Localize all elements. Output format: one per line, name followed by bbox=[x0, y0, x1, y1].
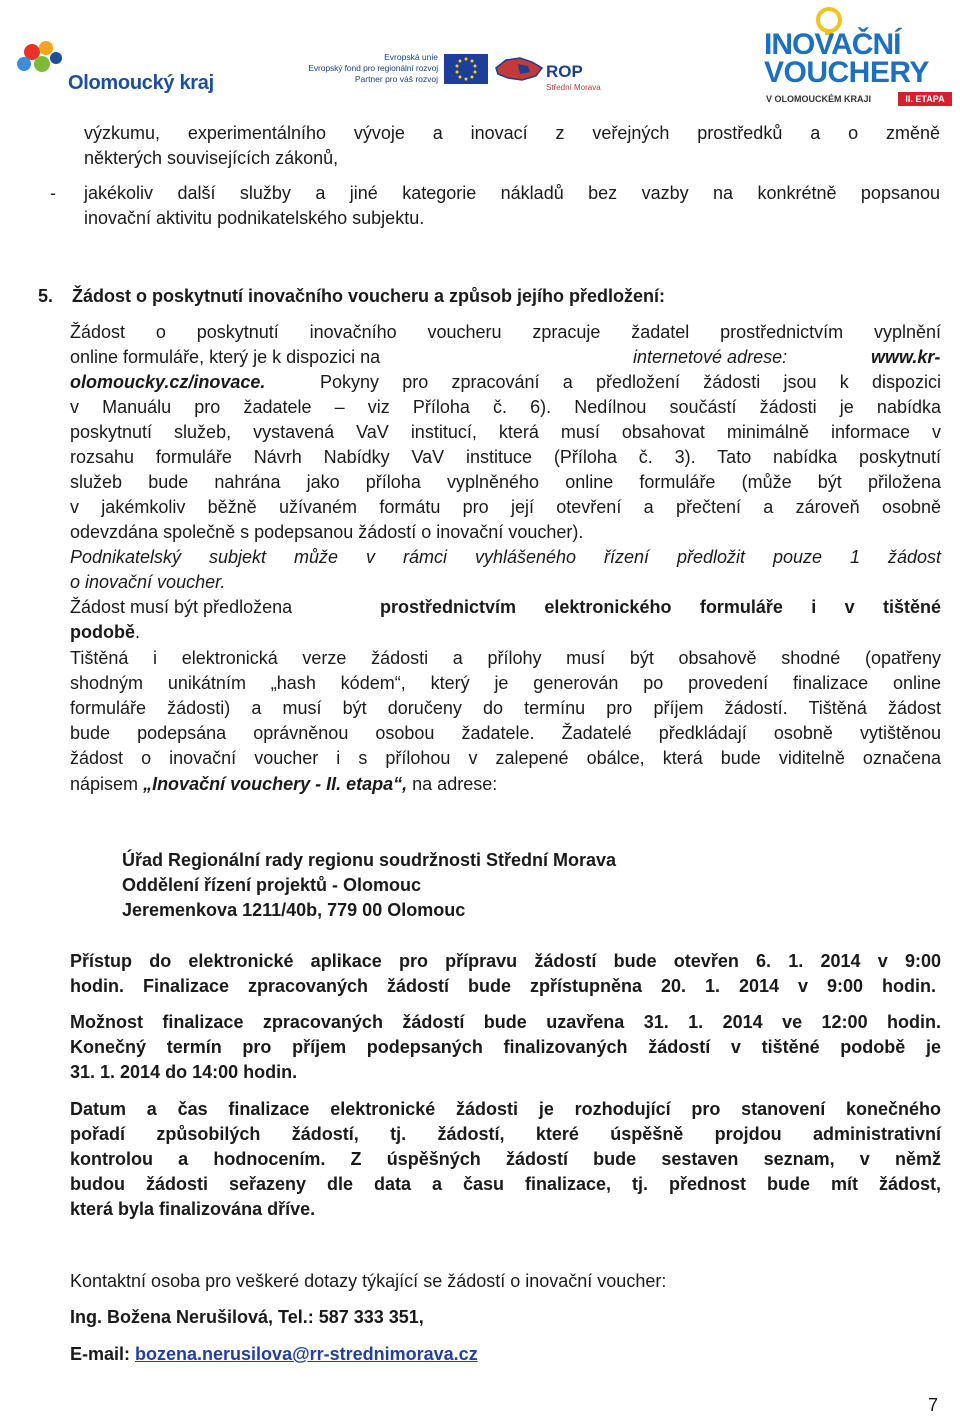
s5-p3-a: Žádost musí být předložena bbox=[70, 597, 293, 617]
logo-line-3: V OLOMOUCKÉM KRAJI bbox=[766, 94, 872, 104]
s5-p1-rest-4: služeb bude nahrána jako příloha vyplněného online formuláře (může být přiložena bbox=[70, 472, 941, 492]
deadline-a-line-1: Přístup do elektronické aplikace pro přípravu žádostí bude otevřen 6. 1. 2014 v 9:00 bbox=[70, 951, 941, 971]
s5-p3-c bbox=[70, 620, 140, 645]
s5-p1-line-1: Žádost o poskytnutí inovačního voucheru zpracuje žadatel prostřednictvím vyplnění bbox=[70, 322, 941, 342]
s5-p4-last-a: nápisem bbox=[70, 774, 139, 794]
s5-p1-rest-2: poskytnutí služeb, vystavená VaV institucí, která musí obsahovat minimálně informace v bbox=[70, 422, 941, 442]
ranking-line-4: budou žádosti seřazeny dle data a času finalizace, tj. přednost bude mít žádost, bbox=[70, 1174, 941, 1194]
s5-p4-line-5: žádost o inovační voucher i s přílohou v zalepené obálce, která bude viditelně označena bbox=[70, 748, 941, 768]
email-link[interactable]: bozena.nerusilova@rr-strednimorava.cz bbox=[135, 1344, 478, 1364]
rop-sub: Střední Morava bbox=[546, 83, 601, 92]
s5-p2-line-2: o inovační voucher. bbox=[70, 572, 226, 592]
s5-p4-line-2: shodným unikátním „hash kódem“, který je generován po provedení finalizace online bbox=[70, 673, 941, 693]
section-number: 5. bbox=[38, 286, 54, 306]
web-url-part-1: www.kr- bbox=[871, 347, 941, 367]
s5-p1-rest-1: v Manuálu pro žadatele – viz Příloha č. 6). Nedílnou součástí žádosti je nabídka bbox=[70, 397, 941, 417]
etapa-badge: II. ETAPA bbox=[898, 92, 952, 106]
bullet-dash: - bbox=[50, 183, 56, 203]
logo-line-1: INOVAČNÍ bbox=[764, 28, 901, 61]
s5-p3-b: prostřednictvím elektronického formuláře i v tištěné bbox=[380, 597, 941, 617]
s5-p3-d: . bbox=[135, 622, 141, 642]
eu-line-3: Partner pro váš rozvoj bbox=[354, 74, 438, 84]
section-heading: Žádost o poskytnutí inovačního voucheru a způsob jejího předložení: bbox=[72, 286, 666, 306]
intro-line-3: jakékoliv další služby a jiné kategorie nákladů bez vazby na konkrétně popsanou bbox=[84, 183, 940, 203]
web-url-part-2: olomoucky.cz/inovace. bbox=[70, 372, 266, 392]
inovacni-vouchery-logo bbox=[756, 6, 956, 110]
s5-p2-line-1: Podnikatelský subjekt může v rámci vyhlášeného řízení předložit pouze 1 žádost bbox=[70, 547, 941, 567]
deadline-a-line-2: hodin. Finalizace zpracovaných žádostí bude zpřístupněna 20. 1. 2014 v 9:00 hodin. bbox=[70, 976, 936, 996]
s5-p4-line-3: formuláře žádosti) a musí být doručeny do termínu pro příjem žádostí. Tištěná žádost bbox=[70, 698, 941, 718]
address-line-2: Oddělení řízení projektů - Olomouc bbox=[122, 875, 422, 895]
s5-p1-rest-5: v jakémkoliv běžně užívaném formátu pro její otevření a přečtení a zároveň osobně bbox=[70, 497, 941, 517]
address-line-1: Úřad Regionální rady regionu soudržnosti Střední Morava bbox=[122, 850, 617, 870]
deadline-b-line-3: 31. 1. 2014 do 14:00 hodin. bbox=[70, 1062, 298, 1082]
kraj-logo-text: Olomoucký kraj bbox=[68, 72, 214, 94]
contact-email-line bbox=[70, 1342, 478, 1367]
ranking-line-3: kontrolou a hodnocením. Z úspěšných žádostí bude sestaven seznam, v němž bbox=[70, 1149, 941, 1169]
deadline-b-line-1: Možnost finalizace zpracovaných žádostí bude uzavřena 31. 1. 2014 ve 12:00 hodin. bbox=[70, 1012, 941, 1032]
s5-p4-line-4: bude podepsána oprávněnou osobou žadatele. Žadatelé předkládají osobně vytištěnou bbox=[70, 723, 941, 743]
email-label: E-mail: bbox=[70, 1344, 131, 1364]
s5-p1-rest-0: Pokyny pro zpracování a předložení žádosti jsou k dispozici bbox=[320, 372, 941, 392]
deadline-b-line-2: Konečný termín pro příjem podepsaných finalizovaných žádostí v tištěné podobě je bbox=[70, 1037, 941, 1057]
eu-line-2: Evropský fond pro regionální rozvoj bbox=[308, 63, 438, 73]
intro-line-2: některých souvisejících zákonů, bbox=[84, 148, 339, 168]
kraj-flower-icon bbox=[12, 38, 72, 88]
intro-line-4: inovační aktivitu podnikatelského subjektu. bbox=[84, 208, 425, 228]
s5-p4-last-c: na adrese: bbox=[412, 774, 498, 794]
page-number: 7 bbox=[928, 1395, 939, 1415]
contact-intro: Kontaktní osoba pro veškeré dotazy týkající se žádostí o inovační voucher: bbox=[70, 1271, 667, 1291]
address-line-3: Jeremenkova 1211/40b, 779 00 Olomouc bbox=[122, 900, 466, 920]
ranking-line-1: Datum a čas finalizace elektronické žádosti je rozhodující pro stanovení konečného bbox=[70, 1099, 941, 1119]
eu-rop-logo bbox=[304, 50, 614, 102]
s5-p4-last-line bbox=[70, 772, 497, 797]
campaign-name: „Inovační vouchery - II. etapa“, bbox=[143, 774, 408, 794]
eu-flag-icon bbox=[444, 54, 488, 84]
contact-name-phone: Ing. Božena Nerušilová, Tel.: 587 333 351, bbox=[70, 1307, 424, 1327]
s5-p1-rest-6: odevzdána společně s podepsanou žádostí o inovační voucher). bbox=[70, 522, 584, 542]
s5-p3-c-text: podobě bbox=[70, 622, 135, 642]
s5-p1-line-2-italic: internetové adrese: bbox=[633, 347, 788, 367]
cz-map-icon bbox=[492, 54, 546, 84]
s5-p4-line-1: Tištěná i elektronická verze žádosti a přílohy musí být obsahově shodné (opatřeny bbox=[70, 648, 941, 668]
intro-line-1: výzkumu, experimentálního vývoje a inovací z veřejných prostředků a o změně bbox=[84, 123, 940, 143]
rop-label: ROP bbox=[546, 62, 583, 81]
ranking-line-5: která byla finalizována dříve. bbox=[70, 1199, 316, 1219]
olomoucky-kraj-logo bbox=[12, 38, 212, 100]
s5-p1-rest-3: rozsahu formuláře Návrh Nabídky VaV instituce (Příloha č. 3). Tato nabídka poskytnutí bbox=[70, 447, 941, 467]
eu-line-1: Evropská unie bbox=[384, 52, 438, 62]
logo-line-2: VOUCHERY bbox=[764, 56, 929, 89]
ranking-line-2: pořadí způsobilých žádostí, tj. žádostí, které úspěšně projdou administrativní bbox=[70, 1124, 941, 1144]
s5-p1-line-2-start: online formuláře, který je k dispozici na bbox=[70, 347, 381, 367]
